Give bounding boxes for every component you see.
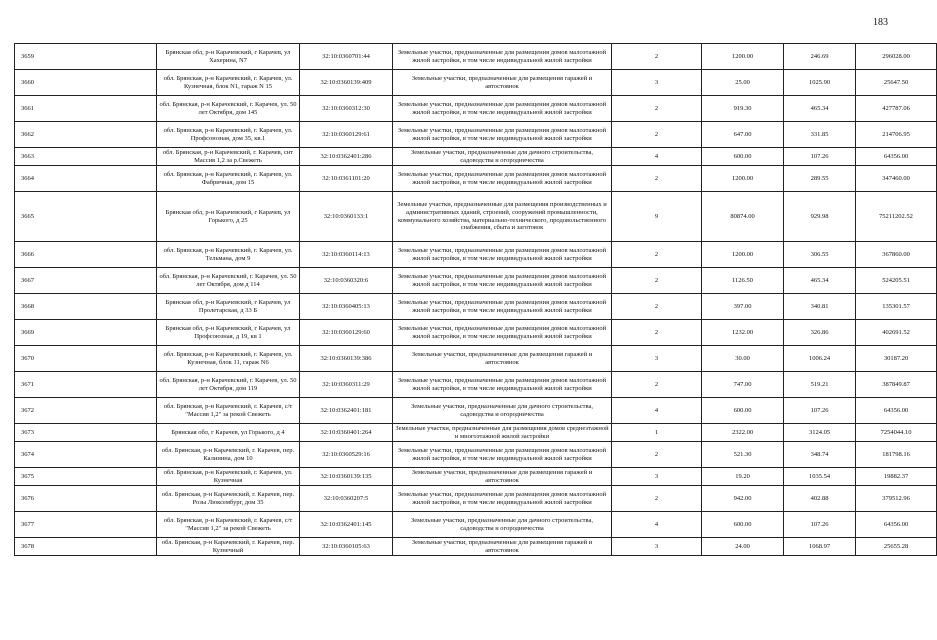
area-cell: 647.00	[702, 122, 784, 148]
row-number-cell: 3668	[15, 294, 157, 320]
land-use-cell: Земельные участки, предназначенные для размещения домов малоэтажной жилой застройки, в том числе индивидуальной жилой застройки	[393, 268, 612, 294]
unit-price-cell: 465.34	[784, 96, 856, 122]
land-use-cell: Земельные участки, предназначенные для размещения домов малоэтажной жилой застройки, в том числе индивидуальной жилой застройки	[393, 96, 612, 122]
table-row	[15, 294, 937, 320]
cadastral-number-cell: 32:10:0360207:5	[300, 486, 393, 512]
unit-price-cell: 1068.97	[784, 538, 856, 556]
area-cell: 1200.00	[702, 242, 784, 268]
cadastral-value-cell: 75211202.52	[856, 192, 937, 242]
row-number-cell: 3660	[15, 70, 157, 96]
table-row	[15, 96, 937, 122]
address-cell: обл. Брянская, р-н Карачевский, г. Карачев, ул. Кузнечная	[157, 468, 300, 486]
area-cell: 2322.00	[702, 424, 784, 442]
row-number-cell: 3677	[15, 512, 157, 538]
area-cell: 1232.00	[702, 320, 784, 346]
table-row	[15, 242, 937, 268]
group-cell: 1	[612, 424, 702, 442]
unit-price-cell: 306.55	[784, 242, 856, 268]
group-cell: 4	[612, 148, 702, 166]
land-use-cell: Земельные участки, предназначенные для дачного строительства, садоводства и огородничества	[393, 148, 612, 166]
area-cell: 600.00	[702, 512, 784, 538]
land-use-cell: Земельные участки, предназначенные для размещения гаражей и автостоянок	[393, 346, 612, 372]
cadastral-number-cell: 32:10:0362401:145	[300, 512, 393, 538]
row-number-cell: 3669	[15, 320, 157, 346]
group-cell: 9	[612, 192, 702, 242]
cadastral-number-cell: 32:10:0362401:286	[300, 148, 393, 166]
land-use-cell: Земельные участки, предназначенные для дачного строительства, садоводства и огородничества	[393, 512, 612, 538]
group-cell: 2	[612, 372, 702, 398]
table-row	[15, 320, 937, 346]
cadastral-value-cell: 25647.50	[856, 70, 937, 96]
area-cell: 80874.00	[702, 192, 784, 242]
unit-price-cell: 929.98	[784, 192, 856, 242]
address-cell: Брянская обл, р-н Карачевский, г Карачев, ул Хахерина, N7	[157, 44, 300, 70]
cadastral-number-cell: 32:10:0360312:30	[300, 96, 393, 122]
area-cell: 1200.00	[702, 166, 784, 192]
row-number-cell: 3665	[15, 192, 157, 242]
land-use-cell: Земельные участки, предназначенные для размещения производственных и административных зданий, строений, сооружений промышленности, коммунального хозяйства, материально-технического, продовольственного снабжения, сбыта и заготовок	[393, 192, 612, 242]
address-cell: обл. Брянская, р-н Карачевский, г. Карачев, ул. 50 лет Октября, дом д 114	[157, 268, 300, 294]
address-cell: обл. Брянская, р-н Карачевский, г. Карачев, ул. Кузнечная, блок 11, гараж N6	[157, 346, 300, 372]
address-cell: обл. Брянская, р-н Карачевский, г. Карачев, ул. Профсоюзная, дом 35, кв.1	[157, 122, 300, 148]
cadastral-number-cell: 32:10:0360139:386	[300, 346, 393, 372]
table-row	[15, 486, 937, 512]
unit-price-cell: 1035.54	[784, 468, 856, 486]
group-cell: 2	[612, 122, 702, 148]
group-cell: 2	[612, 320, 702, 346]
row-number-cell: 3661	[15, 96, 157, 122]
area-cell: 397.00	[702, 294, 784, 320]
group-cell: 2	[612, 294, 702, 320]
row-number-cell: 3659	[15, 44, 157, 70]
land-use-cell: Земельные участки, предназначенные для размещения гаражей и автостоянок	[393, 70, 612, 96]
row-number-cell: 3674	[15, 442, 157, 468]
address-cell: Брянская обл, р-н Карачевский, г Карачев, ул Профсоюзная, д 19, кв 1	[157, 320, 300, 346]
unit-price-cell: 246.69	[784, 44, 856, 70]
row-number-cell: 3670	[15, 346, 157, 372]
table-row	[15, 166, 937, 192]
unit-price-cell: 1025.90	[784, 70, 856, 96]
unit-price-cell: 1006.24	[784, 346, 856, 372]
group-cell: 2	[612, 268, 702, 294]
address-cell: обл. Брянская, р-н Карачевский, г. Карачев, ул. 50 лет Октября, дом 145	[157, 96, 300, 122]
area-cell: 30.00	[702, 346, 784, 372]
address-cell: обл. Брянская, р-н Карачевский, г. Карачев, пер. Кузнечный	[157, 538, 300, 556]
cadastral-number-cell: 32:10:0360114:13	[300, 242, 393, 268]
cadastral-number-cell: 32:10:0360405:13	[300, 294, 393, 320]
group-cell: 3	[612, 468, 702, 486]
table-row	[15, 346, 937, 372]
land-use-cell: Земельные участки, предназначенные для размещения домов малоэтажной жилой застройки, в том числе индивидуальной жилой застройки	[393, 294, 612, 320]
cadastral-value-cell: 347460.00	[856, 166, 937, 192]
land-use-cell: Земельные участки, предназначенные для размещения домов среднеэтажной и многоэтажной жилой застройки	[393, 424, 612, 442]
area-cell: 919.30	[702, 96, 784, 122]
unit-price-cell: 107.26	[784, 398, 856, 424]
cadastral-value-cell: 367860.00	[856, 242, 937, 268]
group-cell: 2	[612, 166, 702, 192]
cadastral-value-cell: 296028.00	[856, 44, 937, 70]
group-cell: 3	[612, 346, 702, 372]
table-row	[15, 70, 937, 96]
table-row	[15, 148, 937, 166]
row-number-cell: 3664	[15, 166, 157, 192]
group-cell: 2	[612, 96, 702, 122]
area-cell: 1200.00	[702, 44, 784, 70]
group-cell: 2	[612, 44, 702, 70]
cadastral-value-cell: 214706.95	[856, 122, 937, 148]
row-number-cell: 3667	[15, 268, 157, 294]
land-use-cell: Земельные участки, предназначенные для размещения домов малоэтажной жилой застройки, в том числе индивидуальной жилой застройки	[393, 44, 612, 70]
table-row	[15, 44, 937, 70]
table-row	[15, 192, 937, 242]
unit-price-cell: 402.88	[784, 486, 856, 512]
cadastral-value-cell: 379512.96	[856, 486, 937, 512]
unit-price-cell: 3124.05	[784, 424, 856, 442]
cadastral-number-cell: 32:10:0360139:409	[300, 70, 393, 96]
cadastral-number-cell: 32:10:0360105:63	[300, 538, 393, 556]
area-cell: 1126.50	[702, 268, 784, 294]
land-use-cell: Земельные участки, предназначенные для размещения домов малоэтажной жилой застройки, в том числе индивидуальной жилой застройки	[393, 122, 612, 148]
table-row	[15, 468, 937, 486]
cadastral-number-cell: 32:10:0360133:1	[300, 192, 393, 242]
row-number-cell: 3671	[15, 372, 157, 398]
cadastral-number-cell: 32:10:0362401:181	[300, 398, 393, 424]
cadastral-value-cell: 402691.52	[856, 320, 937, 346]
cadastral-number-cell: 32:10:0360401:264	[300, 424, 393, 442]
group-cell: 3	[612, 538, 702, 556]
table-row	[15, 122, 937, 148]
cadastral-value-cell: 19882.37	[856, 468, 937, 486]
row-number-cell: 3675	[15, 468, 157, 486]
row-number-cell: 3662	[15, 122, 157, 148]
land-use-cell: Земельные участки, предназначенные для дачного строительства, садоводства и огородничества	[393, 398, 612, 424]
cadastral-value-cell: 25655.28	[856, 538, 937, 556]
land-use-cell: Земельные участки, предназначенные для размещения домов малоэтажной жилой застройки, в том числе индивидуальной жилой застройки	[393, 166, 612, 192]
area-cell: 600.00	[702, 148, 784, 166]
cadastral-number-cell: 32:10:0360129:60	[300, 320, 393, 346]
cadastral-number-cell: 32:10:0360529:16	[300, 442, 393, 468]
group-cell: 2	[612, 242, 702, 268]
unit-price-cell: 340.81	[784, 294, 856, 320]
land-registry-table	[14, 43, 937, 556]
address-cell: Брянская обл, р-н Карачевский, г Карачев, ул Горького, д 25	[157, 192, 300, 242]
row-number-cell: 3663	[15, 148, 157, 166]
group-cell: 2	[612, 442, 702, 468]
unit-price-cell: 348.74	[784, 442, 856, 468]
area-cell: 600.00	[702, 398, 784, 424]
cadastral-value-cell: 135301.57	[856, 294, 937, 320]
address-cell: Брянская обл, г Карачев, ул Горького, д 4	[157, 424, 300, 442]
land-use-cell: Земельные участки, предназначенные для размещения домов малоэтажной жилой застройки, в том числе индивидуальной жилой застройки	[393, 442, 612, 468]
unit-price-cell: 465.34	[784, 268, 856, 294]
address-cell: обл. Брянская, р-н Карачевский, г. Карачев, ул. 50 лет Октября, дом 119	[157, 372, 300, 398]
land-use-cell: Земельные участки, предназначенные для размещения гаражей и автостоянок	[393, 468, 612, 486]
address-cell: обл. Брянская, р-н Карачевский, г. Карачев, ул. Тельмана, дом 9	[157, 242, 300, 268]
cadastral-value-cell: 427787.06	[856, 96, 937, 122]
page-number: 183	[873, 17, 888, 28]
unit-price-cell: 107.26	[784, 512, 856, 538]
land-use-cell: Земельные участки, предназначенные для размещения гаражей и автостоянок	[393, 538, 612, 556]
table-row	[15, 268, 937, 294]
row-number-cell: 3673	[15, 424, 157, 442]
area-cell: 747.00	[702, 372, 784, 398]
table-row	[15, 538, 937, 556]
unit-price-cell: 289.55	[784, 166, 856, 192]
land-use-cell: Земельные участки, предназначенные для размещения домов малоэтажной жилой застройки, в том числе индивидуальной жилой застройки	[393, 372, 612, 398]
address-cell: обл. Брянская, р-н Карачевский, г. Карачев, пер. Калинина, дом 10	[157, 442, 300, 468]
group-cell: 2	[612, 486, 702, 512]
land-use-cell: Земельные участки, предназначенные для размещения домов малоэтажной жилой застройки, в том числе индивидуальной жилой застройки	[393, 486, 612, 512]
unit-price-cell: 519.21	[784, 372, 856, 398]
row-number-cell: 3678	[15, 538, 157, 556]
group-cell: 4	[612, 512, 702, 538]
address-cell: обл. Брянская, р-н Карачевский, г. Карачев, с/т "Массив 1,2" за рекой Свежеть	[157, 398, 300, 424]
cadastral-value-cell: 30187.20	[856, 346, 937, 372]
row-number-cell: 3676	[15, 486, 157, 512]
address-cell: обл. Брянская, р-н Карачевский, г. Карачев, пер. Розы Люксембург, дом 35	[157, 486, 300, 512]
address-cell: обл. Брянская, р-н Карачевский, г. Карачев, снт Массив 1,2 за р.Свежеть	[157, 148, 300, 166]
table-row	[15, 442, 937, 468]
land-use-cell: Земельные участки, предназначенные для размещения домов малоэтажной жилой застройки, в том числе индивидуальной жилой застройки	[393, 320, 612, 346]
unit-price-cell: 331.85	[784, 122, 856, 148]
area-cell: 25.00	[702, 70, 784, 96]
land-use-cell: Земельные участки, предназначенные для размещения домов малоэтажной жилой застройки, в том числе индивидуальной жилой застройки	[393, 242, 612, 268]
address-cell: обл. Брянская, р-н Карачевский, г. Карачев, с/т "Массив 1,2" за рекой Свежеть	[157, 512, 300, 538]
area-cell: 521.30	[702, 442, 784, 468]
address-cell: Брянская обл, р-н Карачевский, г Карачев, ул Пролетарская, д 33 Б	[157, 294, 300, 320]
table-row	[15, 398, 937, 424]
cadastral-value-cell: 64356.00	[856, 512, 937, 538]
cadastral-value-cell: 64356.00	[856, 148, 937, 166]
cadastral-number-cell: 32:10:0360139:135	[300, 468, 393, 486]
table-row	[15, 512, 937, 538]
unit-price-cell: 107.26	[784, 148, 856, 166]
address-cell: обл. Брянская, р-н Карачевский, г. Карачев, ул. Кузнечная, блок N1, гараж N 15	[157, 70, 300, 96]
unit-price-cell: 326.86	[784, 320, 856, 346]
group-cell: 3	[612, 70, 702, 96]
cadastral-value-cell: 524205.51	[856, 268, 937, 294]
cadastral-number-cell: 32:10:0360311:29	[300, 372, 393, 398]
cadastral-number-cell: 32:10:0360320:6	[300, 268, 393, 294]
cadastral-value-cell: 7254044.10	[856, 424, 937, 442]
area-cell: 19.20	[702, 468, 784, 486]
table-row	[15, 372, 937, 398]
address-cell: обл. Брянская, р-н Карачевский, г. Карачев, ул. Фабричная, дом 15	[157, 166, 300, 192]
cadastral-number-cell: 32:10:0361101:20	[300, 166, 393, 192]
cadastral-value-cell: 387849.87	[856, 372, 937, 398]
area-cell: 942.00	[702, 486, 784, 512]
row-number-cell: 3666	[15, 242, 157, 268]
area-cell: 24.00	[702, 538, 784, 556]
cadastral-value-cell: 64356.00	[856, 398, 937, 424]
row-number-cell: 3672	[15, 398, 157, 424]
group-cell: 4	[612, 398, 702, 424]
cadastral-number-cell: 32:10:0360129:61	[300, 122, 393, 148]
table-row	[15, 424, 937, 442]
cadastral-number-cell: 32:10:0360701:44	[300, 44, 393, 70]
cadastral-value-cell: 181798.16	[856, 442, 937, 468]
